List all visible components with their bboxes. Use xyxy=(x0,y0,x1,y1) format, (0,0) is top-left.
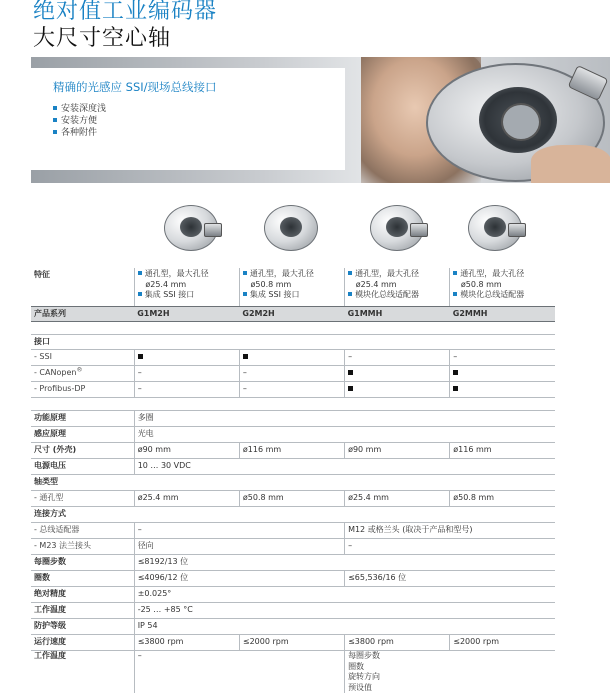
table-row xyxy=(31,603,555,619)
banner-bullet: 安装方便 xyxy=(53,115,106,127)
table-cell: ø25.4 mm xyxy=(134,491,239,507)
table-cell: ≤2000 rpm xyxy=(239,635,344,651)
banner-panel xyxy=(31,68,345,170)
table-cell: ø90 mm xyxy=(134,443,239,459)
table-row xyxy=(31,411,555,427)
table-cell: – xyxy=(450,350,555,366)
table-row xyxy=(31,350,555,366)
table-cell: – xyxy=(134,523,344,539)
spec-table xyxy=(31,268,555,693)
table-cell: ≤65,536/16 位 xyxy=(345,571,555,587)
table-row xyxy=(31,523,555,539)
table-row xyxy=(31,382,555,398)
table-row xyxy=(31,507,555,523)
table-cell: IP 54 xyxy=(134,619,555,635)
table-cell: M12 或格兰头 (取决于产品和型号) xyxy=(345,523,555,539)
table-cell: 光电 xyxy=(134,427,555,443)
series-cell: G1MMH xyxy=(345,307,450,322)
feature-cell: 通孔型，最大孔径 ø50.8 mm 模块化总线适配器 xyxy=(450,268,555,307)
table-row xyxy=(31,366,555,382)
table-cell: – xyxy=(134,366,239,382)
table-cell: ø50.8 mm xyxy=(450,491,555,507)
product-image-g2m2h xyxy=(258,197,326,255)
banner-bullet: 各种附件 xyxy=(53,127,106,139)
row-label: 轴类型 xyxy=(31,475,134,491)
feature-cell: 通孔型，最大孔径 ø25.4 mm 模块化总线适配器 xyxy=(345,268,450,307)
table-cell xyxy=(345,366,450,382)
banner-heading: 精确的光感应 SSI/现场总线接口 xyxy=(53,79,217,95)
page-subtitle: 大尺寸空心轴 xyxy=(33,21,171,52)
row-label: - SSI xyxy=(31,350,134,366)
banner-bullets xyxy=(53,103,106,139)
banner-bullet: 安装深度浅 xyxy=(53,103,106,115)
table-cell xyxy=(450,366,555,382)
filled-square-icon xyxy=(348,370,353,375)
feature-cell: 通孔型，最大孔径 ø50.8 mm 集成 SSI 接口 xyxy=(239,268,344,307)
filled-square-icon xyxy=(453,386,458,391)
table-row-features xyxy=(31,268,555,307)
table-cell: ø25.4 mm xyxy=(345,491,450,507)
table-cell xyxy=(450,382,555,398)
row-label: - M23 法兰接头 xyxy=(31,539,134,555)
row-label: 每圈步数 xyxy=(31,555,134,571)
series-cell: G2M2H xyxy=(239,307,344,322)
row-label: 特征 xyxy=(31,268,134,307)
feature-cell: 通孔型，最大孔径 ø25.4 mm 集成 SSI 接口 xyxy=(134,268,239,307)
series-cell: G1M2H xyxy=(134,307,239,322)
filled-square-icon xyxy=(453,370,458,375)
table-cell: – xyxy=(239,382,344,398)
table-cell: 径向 xyxy=(134,539,344,555)
table-cell: ≤8192/13 位 xyxy=(134,555,555,571)
row-label: 产品系列 xyxy=(31,307,134,322)
table-cell xyxy=(345,382,450,398)
product-image-g1mmh xyxy=(364,197,432,255)
row-label: - 总线适配器 xyxy=(31,523,134,539)
table-row xyxy=(31,459,555,475)
encoder-shaft xyxy=(501,103,541,141)
person-hand xyxy=(531,145,610,183)
row-label: 运行速度 xyxy=(31,635,134,651)
table-cell: – xyxy=(134,651,344,693)
table-cell: – xyxy=(239,366,344,382)
table-cell xyxy=(134,350,239,366)
series-cell: G2MMH xyxy=(450,307,555,322)
filled-square-icon xyxy=(138,354,143,359)
table-cell: 多圈 xyxy=(134,411,555,427)
row-label: 防护等级 xyxy=(31,619,134,635)
table-row xyxy=(31,475,555,491)
row-label: 感应原理 xyxy=(31,427,134,443)
table-row xyxy=(31,571,555,587)
table-cell xyxy=(239,350,344,366)
table-row xyxy=(31,587,555,603)
filled-square-icon xyxy=(348,386,353,391)
table-cell: – xyxy=(345,350,450,366)
filled-square-icon xyxy=(243,354,248,359)
row-label: - 通孔型 xyxy=(31,491,134,507)
table-cell: – xyxy=(345,539,555,555)
row-label: 绝对精度 xyxy=(31,587,134,603)
table-row xyxy=(31,443,555,459)
page-title: 绝对值工业编码器 xyxy=(33,0,217,25)
table-cell: ø90 mm xyxy=(345,443,450,459)
row-label: 连接方式 xyxy=(31,507,134,523)
row-label: 工作温度 xyxy=(31,603,134,619)
table-cell: ≤3800 rpm xyxy=(134,635,239,651)
product-image-g2mmh xyxy=(462,197,530,255)
row-label: - CANopen® xyxy=(31,366,134,382)
row-label: 圈数 xyxy=(31,571,134,587)
table-row xyxy=(31,555,555,571)
product-image-g1m2h xyxy=(158,197,226,255)
table-cell: ø116 mm xyxy=(450,443,555,459)
table-cell: 10 … 30 VDC xyxy=(134,459,555,475)
table-cell: ø116 mm xyxy=(239,443,344,459)
table-row xyxy=(31,491,555,507)
row-label: 电源电压 xyxy=(31,459,134,475)
table-cell: -25 … +85 °C xyxy=(134,603,555,619)
row-label: 功能原理 xyxy=(31,411,134,427)
table-cell: 每圈步数 圈数 旋转方向 预设值 xyxy=(345,651,555,693)
row-label: - Profibus-DP xyxy=(31,382,134,398)
table-row xyxy=(31,619,555,635)
table-cell: – xyxy=(134,382,239,398)
table-row xyxy=(31,651,555,693)
table-spacer xyxy=(31,398,555,411)
table-row xyxy=(31,427,555,443)
table-row xyxy=(31,539,555,555)
row-label: 工作温度 xyxy=(31,651,134,693)
table-cell: ≤4096/12 位 xyxy=(134,571,344,587)
table-row-interface xyxy=(31,335,555,350)
row-label: 尺寸 (外壳) xyxy=(31,443,134,459)
table-cell: ±0.025° xyxy=(134,587,555,603)
table-row xyxy=(31,635,555,651)
table-cell: ≤3800 rpm xyxy=(345,635,450,651)
table-spacer xyxy=(31,322,555,335)
table-cell: ø50.8 mm xyxy=(239,491,344,507)
table-row-series xyxy=(31,307,555,322)
table-cell: ≤2000 rpm xyxy=(450,635,555,651)
row-label: 接口 xyxy=(31,335,134,350)
